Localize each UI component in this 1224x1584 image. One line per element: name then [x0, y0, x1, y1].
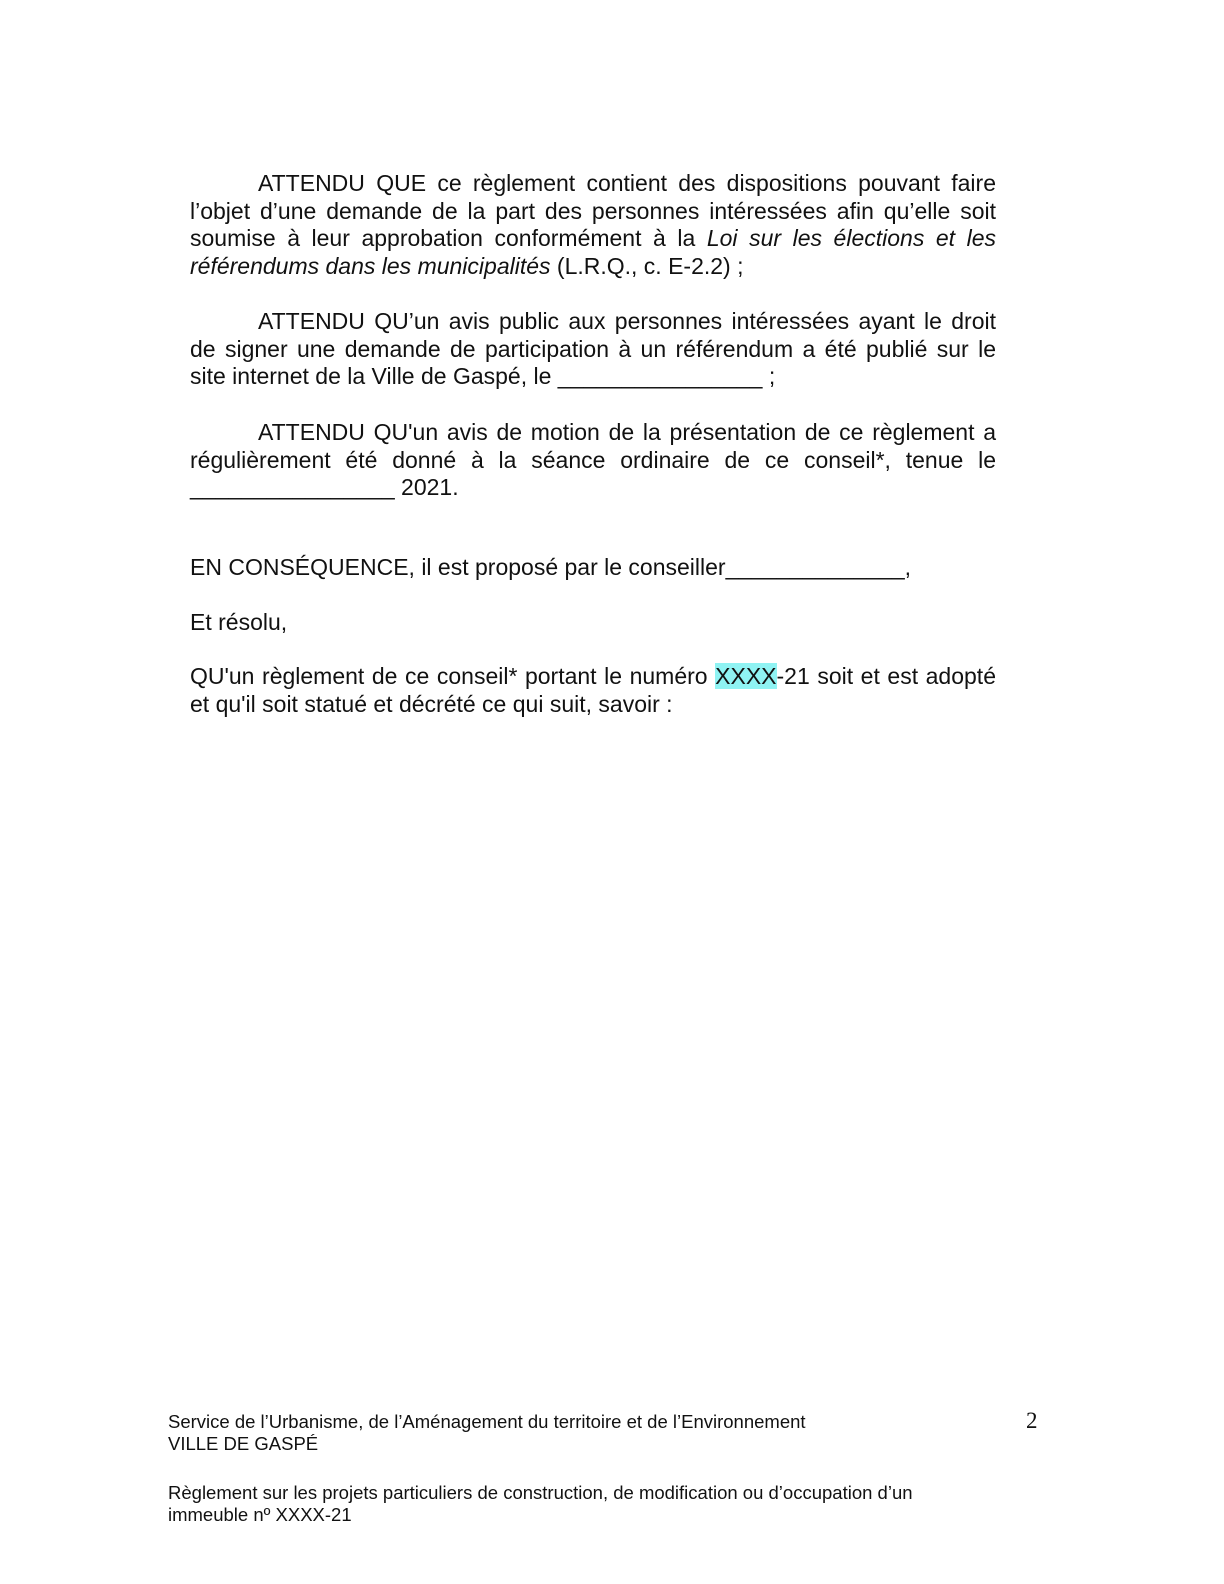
footer-city: VILLE DE GASPÉ [168, 1433, 319, 1454]
page-number: 2 [1026, 1408, 1038, 1433]
footer-regulation-line: Règlement sur les projets particuliers de construction, de modification ou d’occupation d’un [168, 1482, 913, 1503]
paragraph-reglement-adopte [190, 663, 996, 718]
paragraph-text: (L.R.Q., c. E-2.2) ; [550, 252, 744, 279]
paragraph-consequence: EN CONSÉQUENCE, il est proposé par le conseiller______________, [190, 554, 912, 580]
footer-regulation-line: immeuble nº XXXX-21 [168, 1504, 352, 1525]
footer-department: Service de l’Urbanisme, de l’Aménagement du territoire et de l’Environnement [168, 1411, 806, 1432]
paragraph-resolu: Et résolu, [190, 609, 288, 635]
paragraph-avis-motion: ATTENDU QU'un avis de motion de la présentation de ce règlement a régulièrement été donné à la séance ordinaire de ce conseil*, tenue le ________________ 2021. [190, 419, 996, 501]
law-title: Loi sur les élections et les référendums dans les municipalités [190, 225, 996, 279]
footer-regulation-title [168, 1482, 913, 1526]
paragraph-attendu-que [190, 170, 996, 280]
footer-service [168, 1411, 806, 1455]
paragraph-text: ATTENDU QUE ce règlement contient des dispositions pouvant faire l’objet d’une demande de la part des personnes intéressées afin qu’elle soit soumise à leur approbation conformément à la [190, 170, 996, 252]
paragraph-text: -21 soit et est adopté et qu'il soit statué et décrété ce qui suit, savoir : [190, 663, 996, 717]
highlighted-number: XXXX [715, 663, 777, 689]
paragraph-text: QU'un règlement de ce conseil* portant le numéro [190, 663, 716, 689]
paragraph-avis-public: ATTENDU QU’un avis public aux personnes intéressées ayant le droit de signer une demande de participation à un référendum a été publié sur le site internet de la Ville de Gaspé, le ________________ ; [190, 308, 996, 390]
